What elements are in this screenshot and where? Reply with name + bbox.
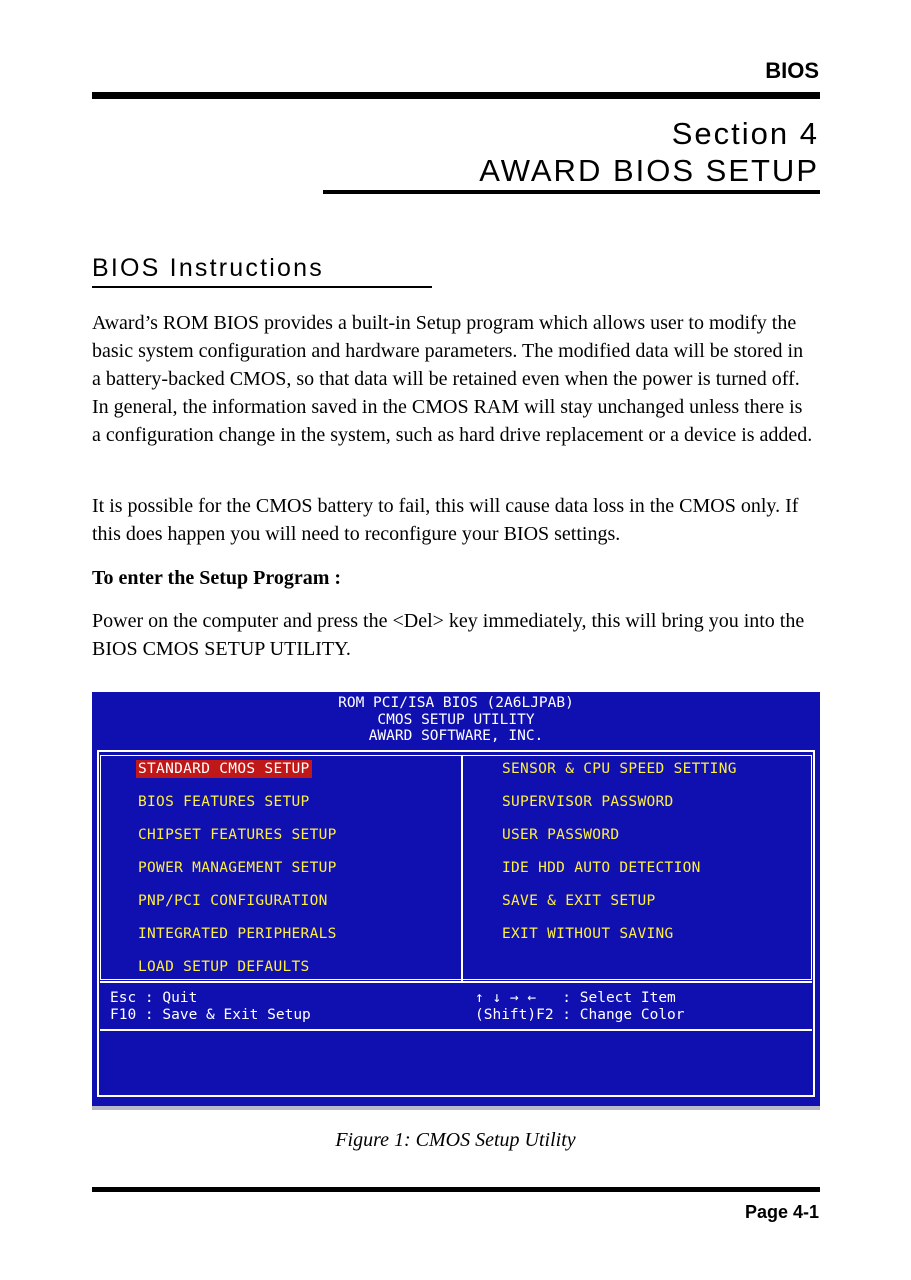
footer-f10-save-exit: F10 : Save & Exit Setup — [110, 1007, 311, 1023]
bios-title-line: AWARD SOFTWARE, INC. — [368, 728, 544, 744]
page-number: Page 4-1 — [744, 1202, 819, 1222]
menu-item-pnp-pci-configuration[interactable]: PNP/PCI CONFIGURATION — [138, 893, 328, 909]
section-number: Section 4 — [671, 116, 819, 151]
footer-change-color: (Shift)F2 : Change Color — [475, 1007, 685, 1023]
running-header: BIOS — [765, 58, 819, 83]
section-rule — [323, 190, 820, 194]
figure-caption: Figure 1: CMOS Setup Utility — [335, 1129, 576, 1151]
menu-item-supervisor-password[interactable]: SUPERVISOR PASSWORD — [502, 794, 674, 810]
menu-item-chipset-features-setup[interactable]: CHIPSET FEATURES SETUP — [138, 827, 337, 843]
bios-title-line: CMOS SETUP UTILITY — [377, 711, 535, 728]
bios-menu-divider — [461, 755, 463, 981]
subheading-enter-setup: To enter the Setup Program : — [92, 567, 342, 589]
menu-item-integrated-peripherals[interactable]: INTEGRATED PERIPHERALS — [138, 926, 337, 942]
menu-item-save-exit-setup[interactable]: SAVE & EXIT SETUP — [502, 893, 656, 909]
footer-rule — [92, 1187, 820, 1192]
menu-item-load-setup-defaults[interactable]: LOAD SETUP DEFAULTS — [138, 959, 310, 975]
instructions-rule — [92, 286, 432, 288]
paragraph-intro: Award’s ROM BIOS provides a built-in Setup program which allows user to modify the basic system configuration and hardware parameters. The modified data will be stored in a battery-backed CMOS, so that data will be retained even when the power is turned off. In general, the information saved in the CMOS RAM will stay unchanged unless there is a configuration change in the system, such as hard drive replacement or a device is added. — [92, 312, 813, 446]
section-title: AWARD BIOS SETUP — [479, 153, 819, 188]
paragraph-enter-setup: Power on the computer and press the <Del> key immediately, this will bring you into the BIOS CMOS SETUP UTILITY. — [92, 610, 805, 660]
bios-title-line: ROM PCI/ISA BIOS (2A6LJPAB) — [338, 695, 574, 711]
menu-item-exit-without-saving[interactable]: EXIT WITHOUT SAVING — [502, 926, 674, 942]
footer-select-item: ↑ ↓ → ← : Select Item — [475, 990, 676, 1006]
instructions-heading: BIOS Instructions — [92, 254, 324, 282]
menu-item-user-password[interactable]: USER PASSWORD — [502, 827, 620, 843]
footer-esc-quit: Esc : Quit — [110, 990, 198, 1006]
menu-item-sensor-cpu-speed[interactable]: SENSOR & CPU SPEED SETTING — [502, 761, 737, 777]
header-rule — [92, 92, 820, 99]
menu-item-power-management-setup[interactable]: POWER MANAGEMENT SETUP — [138, 860, 337, 876]
menu-item-ide-hdd-auto-detection[interactable]: IDE HDD AUTO DETECTION — [502, 860, 701, 876]
bios-header — [92, 695, 820, 745]
menu-item-bios-features-setup[interactable]: BIOS FEATURES SETUP — [138, 794, 310, 810]
bios-screenshot — [92, 692, 820, 1110]
menu-item-standard-cmos-setup[interactable]: STANDARD CMOS SETUP — [138, 761, 310, 777]
paragraph-battery: It is possible for the CMOS battery to fail, this will cause data loss in the CMOS only. If this does happen you will need to reconfigure your BIOS settings. — [92, 495, 799, 545]
